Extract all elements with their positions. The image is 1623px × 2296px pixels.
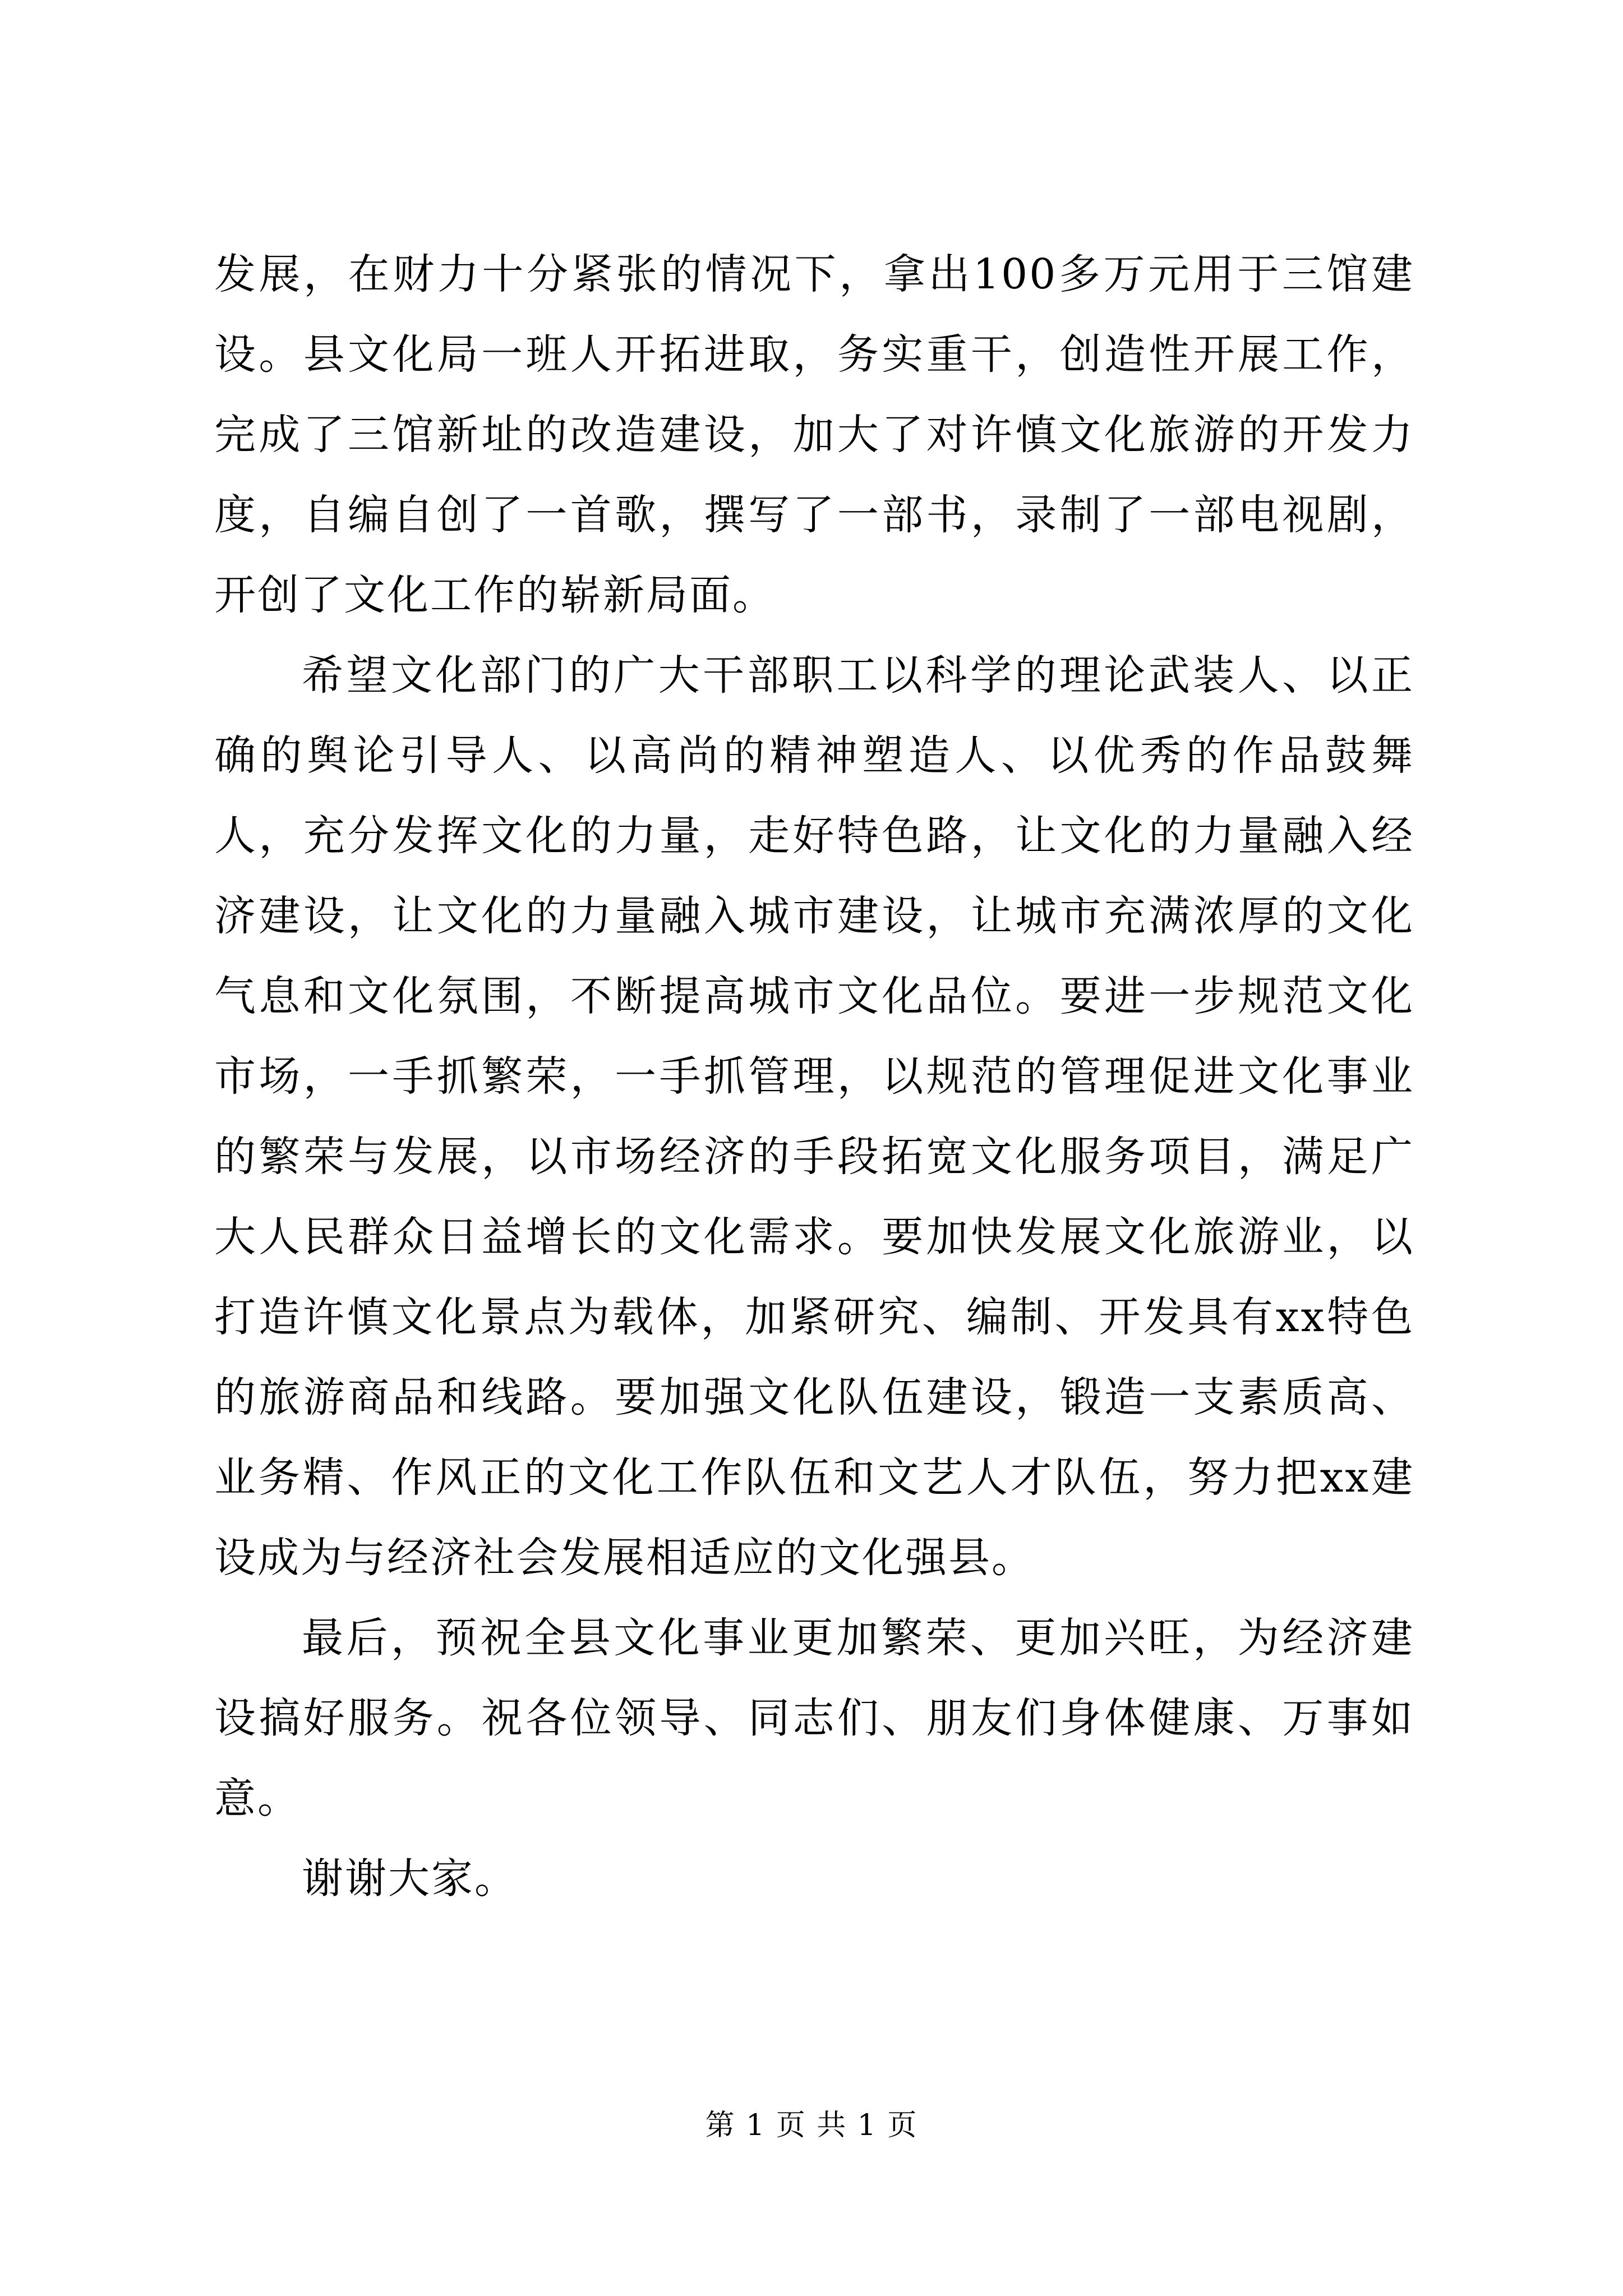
page-number-footer: 第 1 页 共 1 页	[705, 2109, 918, 2142]
paragraph-thanks: 谢谢大家。	[302, 1855, 518, 1903]
paragraph-wishes: 最后，预祝全县文化事业更加繁荣、更加兴旺，为经济建设搞好服务。祝各位领导、同志们、朋友们身体健康、万事如意。	[214, 1614, 1414, 1823]
paragraph-hopes: 希望文化部门的广大干部职工以科学的理论武装人、以正确的舆论引导人、以高尚的精神塑造人、以优秀的作品鼓舞人，充分发挥文化的力量，走好特色路，让文化的力量融入经济建设，让文化的力量融入城市建设，让城市充满浓厚的文化气息和文化氛围，不断提高城市文化品位。要进一步规范文化市场，一手抓繁荣，一手抓管理，以规范的管理促进文化事业的繁荣与发展，以市场经济的手段拓宽文化服务项目，满足广大人民群众日益增长的文化需求。要加快发展文化旅游业，以打造许慎文化景点为载体，加紧研究、编制、开发具有xx特色的旅游商品和线路。要加强文化队伍建设，锻造一支素质高、业务精、作风正的文化工作队伍和文艺人才队伍，努力把xx建设成为与经济社会发展相适应的文化强县。	[214, 651, 1414, 1582]
document-body	[214, 234, 1414, 1919]
paragraph-continuation: 发展，在财力十分紧张的情况下，拿出100多万元用于三馆建设。县文化局一班人开拓进取，务实重干，创造性开展工作，完成了三馆新址的改造建设，加大了对许慎文化旅游的开发力度，自编自创了一首歌，撰写了一部书，录制了一部电视剧，开创了文化工作的崭新局面。	[214, 250, 1414, 619]
